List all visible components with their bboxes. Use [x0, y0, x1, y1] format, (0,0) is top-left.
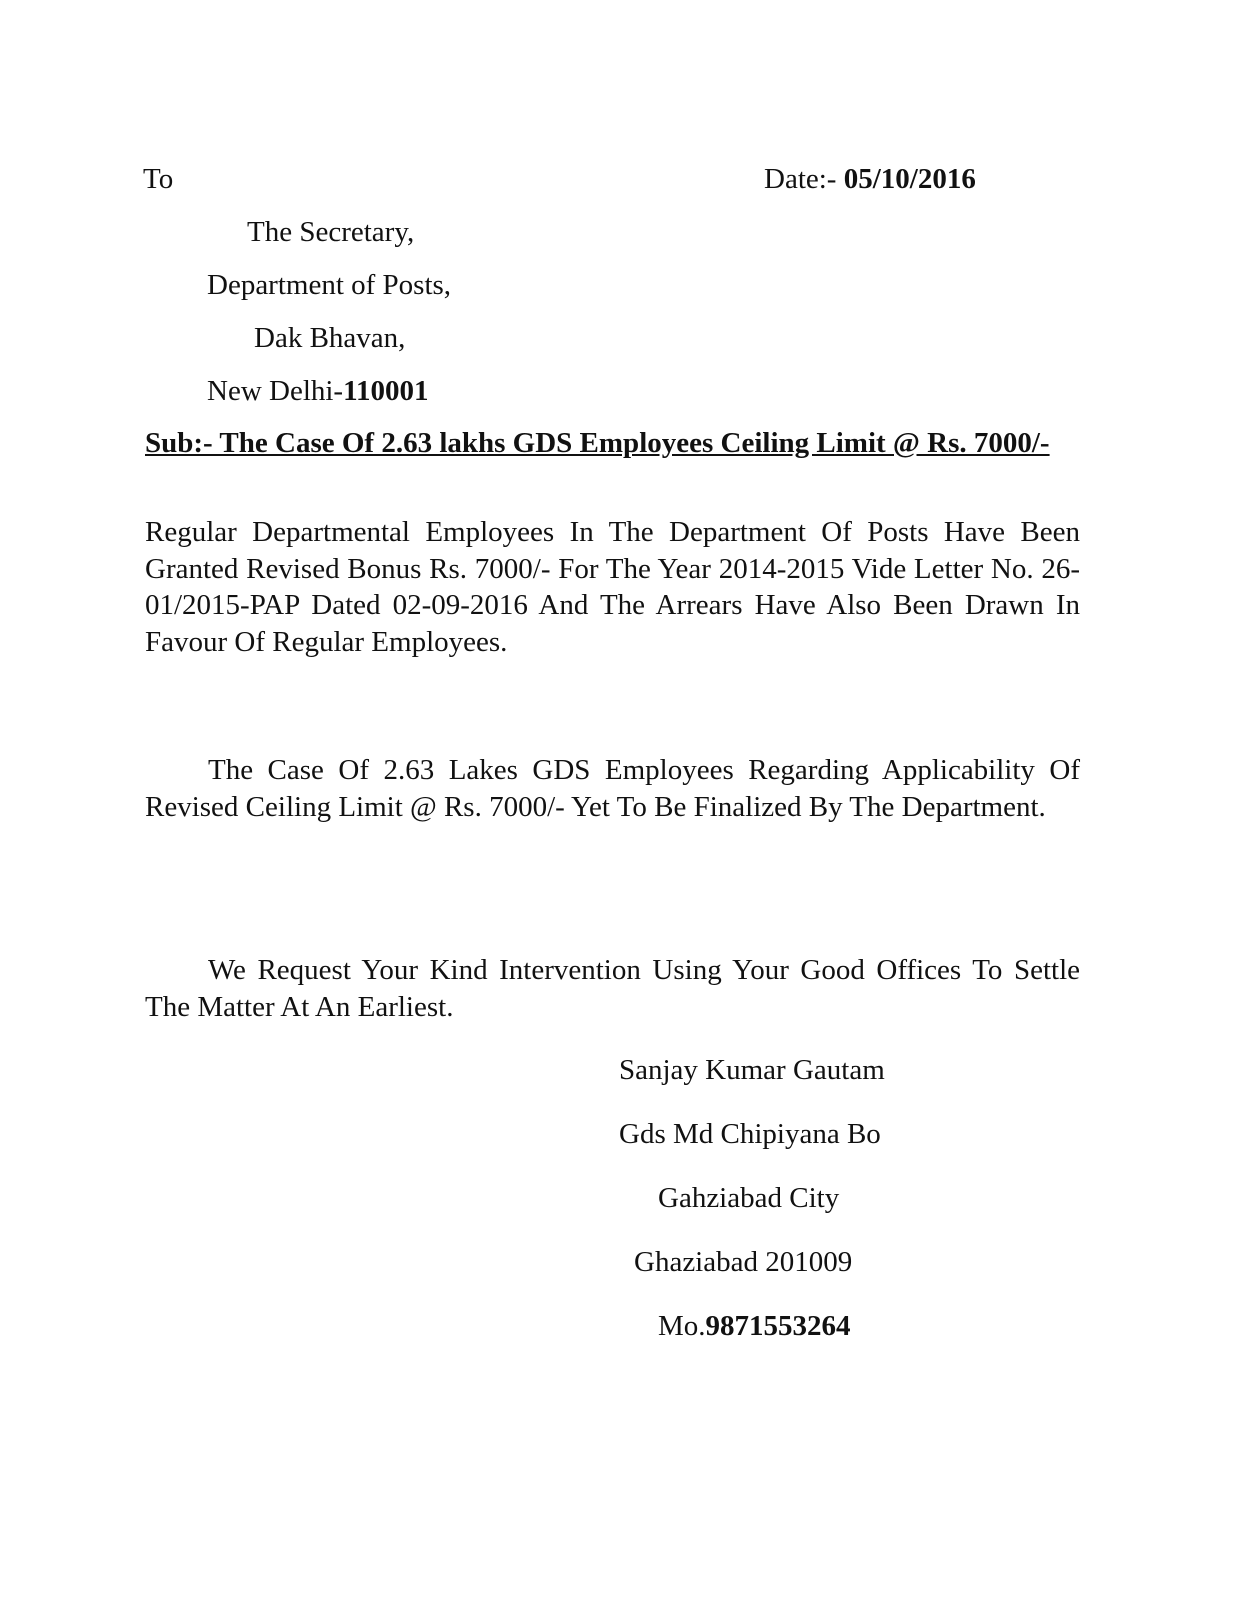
recipient-title: The Secretary, [247, 216, 415, 248]
recipient-building: Dak Bhavan, [254, 322, 406, 354]
mobile-label: Mo. [658, 1310, 706, 1342]
signature-designation: Gds Md Chipiyana Bo [619, 1118, 881, 1150]
date-line [764, 162, 976, 196]
recipient-department: Department of Posts, [207, 269, 452, 301]
body-paragraph-3: We Request Your Kind Intervention Using Your Good Offices To Settle The Matter At An Earliest. [145, 954, 1080, 1023]
recipient-city-line [207, 374, 429, 408]
signature-name: Sanjay Kumar Gautam [619, 1054, 885, 1086]
subject-line: Sub:- The Case Of 2.63 lakhs GDS Employees Ceiling Limit @ Rs. 7000/- [145, 427, 1050, 459]
mobile-number: 9871553264 [705, 1310, 851, 1342]
date-value: 05/10/2016 [843, 163, 976, 195]
to-label: To [143, 163, 174, 195]
signature-city: Ghaziabad 201009 [634, 1246, 853, 1278]
date-label: Date:- [764, 163, 844, 195]
signature-mobile [658, 1309, 851, 1343]
recipient-pin: 110001 [343, 375, 429, 407]
body-paragraph-1: Regular Departmental Employees In The Department Of Posts Have Been Granted Revised Bonus Rs. 7000/- For The Year 2014-2015 Vide Letter No. 26-01/2015-PAP Dated 02-09-2016 And The Arrears Have Also Been Drawn In Favour Of Regular Employees. [145, 516, 1080, 658]
recipient-city: New Delhi- [207, 375, 344, 407]
body-paragraph-2: The Case Of 2.63 Lakes GDS Employees Regarding Applicability Of Revised Ceiling Limit @ Rs. 7000/- Yet To Be Finalized By The Department. [145, 754, 1080, 823]
signature-office: Gahziabad City [658, 1182, 840, 1214]
